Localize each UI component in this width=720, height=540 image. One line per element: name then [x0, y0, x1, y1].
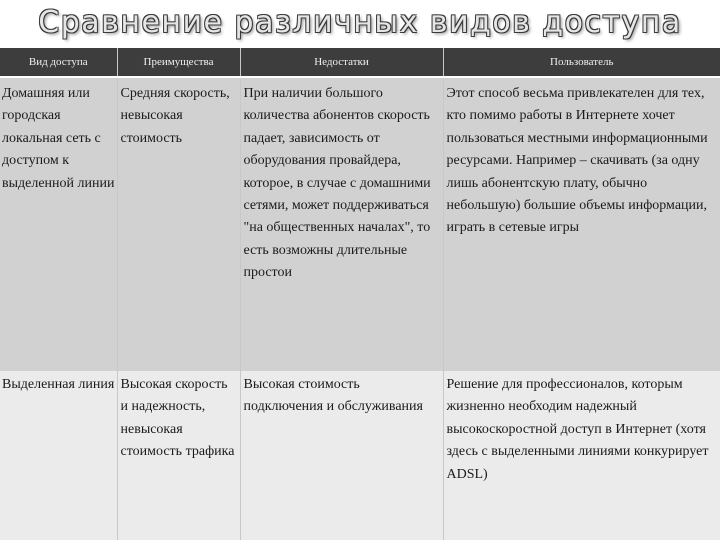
cell-disadvantages: Высокая стоимость подключения и обслуживания — [240, 371, 443, 540]
table-row — [0, 371, 720, 540]
cell-user: Решение для профессионалов, которым жизненно необходим надежный высокоскоростной доступ в Интернет (хотя здесь с выделенными линиями конкурирует ADSL) — [443, 371, 720, 540]
cell-user: Этот способ весьма привлекателен для тех, кто помимо работы в Интернете хочет пользоваться местными информационными ресурсами. Например – скачивать (за одну лишь абонентскую плату, обычно небольшую) большие объемы информации, играть в сетевые игры — [443, 77, 720, 371]
header-disadvantages: Недостатки — [240, 48, 443, 77]
slide-title: Сравнение различных видов доступа — [38, 5, 682, 40]
comparison-table — [0, 48, 720, 540]
table-row — [0, 77, 720, 371]
header-advantages: Преимущества — [117, 48, 240, 77]
cell-access-type: Домашняя или городская локальная сеть с доступом к выделенной линии — [0, 77, 117, 371]
cell-access-type: Выделенная линия — [0, 371, 117, 540]
cell-disadvantages: При наличии большого количества абонентов скорость падает, зависимость от оборудования провайдера, которое, в случае с домашними сетями, может поддерживаться "на общественных началах", то есть возможны длительные простои — [240, 77, 443, 371]
table-header-row — [0, 48, 720, 77]
cell-advantages: Средняя скорость, невысокая стоимость — [117, 77, 240, 371]
header-user: Пользователь — [443, 48, 720, 77]
cell-advantages: Высокая скорость и надежность, невысокая стоимость трафика — [117, 371, 240, 540]
header-access-type: Вид доступа — [0, 48, 117, 77]
